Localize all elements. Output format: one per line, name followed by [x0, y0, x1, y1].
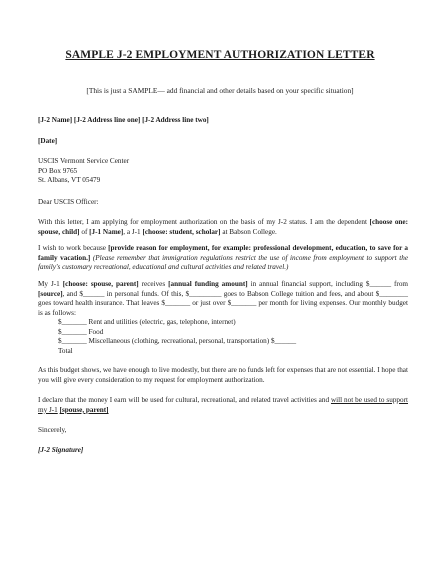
text-run: My J-1	[38, 280, 63, 288]
placeholder-j1-name: [J-1 Name]	[89, 227, 124, 236]
text-run: of	[79, 227, 90, 236]
text-run: receives	[138, 280, 169, 288]
signature-placeholder: [J-2 Signature]	[38, 446, 84, 454]
placeholder-role: [choose: student, scholar]	[142, 227, 221, 236]
placeholder-sponsor: [choose: spouse, parent]	[62, 280, 139, 288]
letter-title: SAMPLE J-2 EMPLOYMENT AUTHORIZATION LETTER	[65, 49, 375, 61]
placeholder-relationship: [choose one: spouse, child]	[38, 218, 408, 236]
placeholder-spouse-parent: [spouse, parent]	[59, 405, 109, 414]
placeholder-funding-amount: [annual funding amount]	[168, 280, 248, 288]
paragraph-reason	[38, 244, 408, 273]
budget-item: $_______ Rent and utilities (electric, gas, telephone, internet)	[58, 318, 236, 326]
placeholder-reason: [provide reason for employment, for example: professional development, education, to save for a family vacation.]	[38, 244, 408, 262]
text-run: With this letter, I am applying for employment authorization on the basis of my J-2 status. I am the dependent	[38, 218, 370, 226]
letter-subtitle: [This is just a SAMPLE— add financial and other details based on your specific situation]	[86, 86, 354, 95]
text-run: I wish to work because	[38, 244, 109, 252]
sender-line: [J-2 Name] [J-2 Address line one] [J-2 Address line two]	[38, 116, 209, 124]
text-run: , a J-1	[123, 227, 143, 236]
underlined-commitment: will not be used to support my J-1	[38, 396, 408, 414]
recipient-line: PO Box 9765	[38, 166, 78, 175]
text-run: , and $______ in personal funds. Of this, $_________ goes to Babson College tuition and fees, and about $________ goes toward health insurance. That leaves $_______ or just over $_______ per month for living expenses. Our monthly budget is as follows:	[38, 289, 408, 317]
paragraph-declaration	[38, 396, 408, 415]
recipient-line: St. Albans, VT 05479	[38, 176, 101, 185]
budget-total: Total	[58, 346, 73, 355]
regulation-note: (Please remember that immigration regulations restrict the use of income from employment to support the family's customary recreational, educational and cultural activities and related travel.)	[38, 253, 409, 272]
date-line: [Date]	[38, 137, 58, 145]
placeholder-source: [source]	[38, 289, 63, 298]
recipient-address	[38, 157, 408, 186]
budget-list	[38, 318, 408, 356]
paragraph-dependent	[38, 218, 408, 237]
closing: Sincerely,	[38, 426, 67, 434]
salutation: Dear USCIS Officer:	[38, 198, 99, 206]
paragraph-funding	[38, 280, 408, 318]
recipient-line: USCIS Vermont Service Center	[38, 157, 130, 165]
budget-item: $_______ Food	[58, 327, 104, 336]
text-run: at Babson College.	[220, 227, 277, 236]
budget-item: $_______ Miscellaneous (clothing, recreational, personal, transportation) $______	[58, 337, 297, 346]
text-run: I declare that the money I earn will be used for cultural, recreational, and related travel activities and	[38, 396, 331, 404]
text-run: in annual financial support, including $______ from	[247, 280, 409, 288]
paragraph-budget-summary: As this budget shows, we have enough to live modestly, but there are no funds left for expenses that are not essential. I hope that you will give every consideration to my request for employment authorization.	[38, 366, 408, 384]
